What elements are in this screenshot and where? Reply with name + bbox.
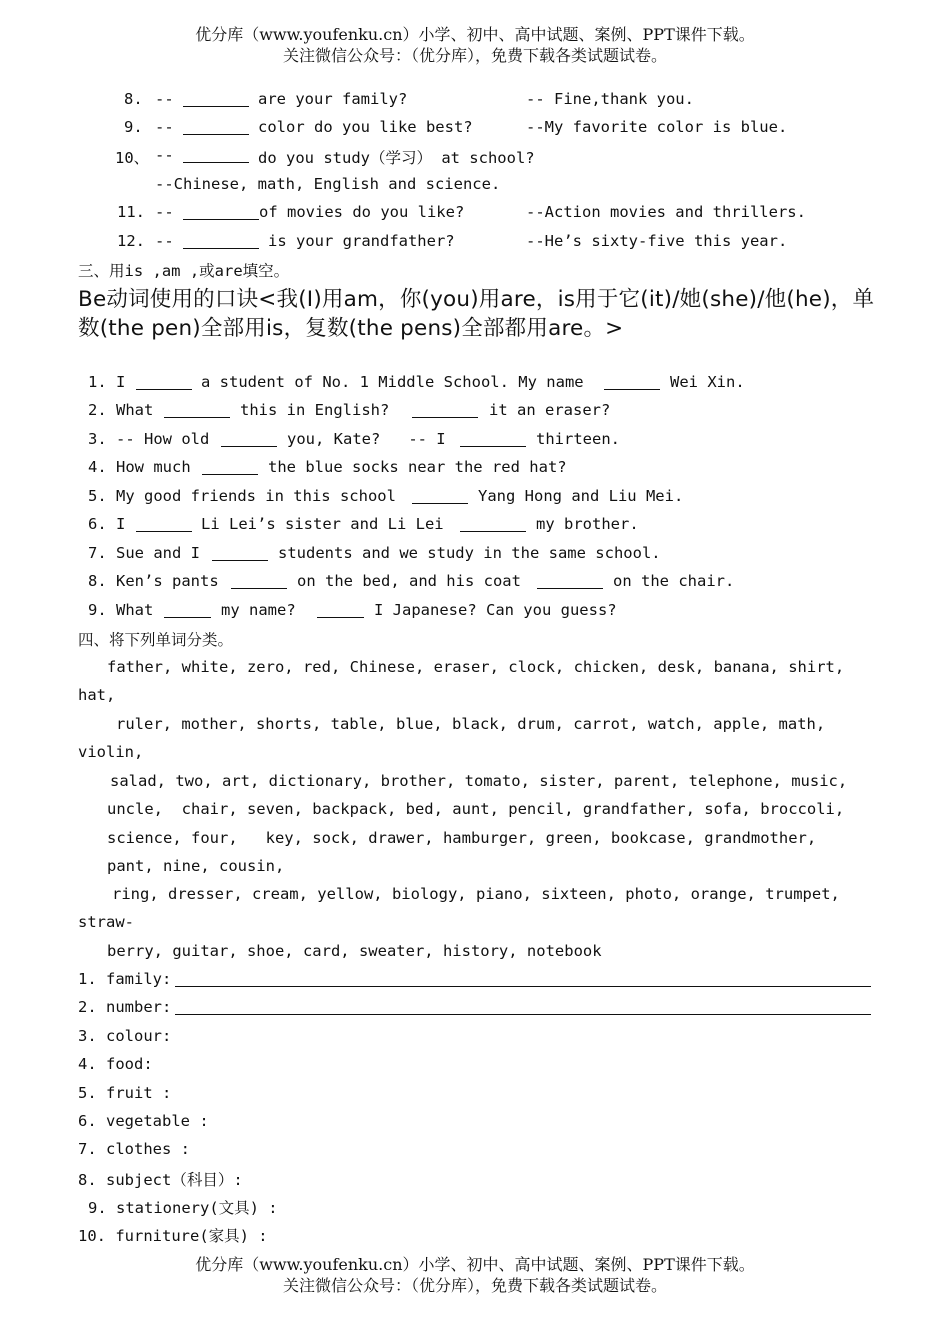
answer-line[interactable] — [175, 986, 871, 987]
footer-line-1: 优分库（www.youfenku.cn）小学、初中、高中试题、案例、PPT课件下载。 — [195, 1255, 755, 1274]
category-subject: 8. subject（科目）: — [78, 1171, 243, 1189]
item-text: you, Kate? -- I — [287, 430, 446, 448]
item-number: 4. — [88, 458, 107, 476]
question-prefix: -- — [155, 118, 174, 136]
word-bank-line: berry, guitar, shoe, card, sweater, history, notebook — [107, 942, 602, 960]
answer-blank[interactable] — [460, 432, 526, 447]
question-prefix: -- — [155, 146, 174, 164]
footer-line-2: 关注微信公众号：（优分库），免费下载各类试题试卷。 — [282, 1276, 667, 1295]
section-4-title: 四、将下列单词分类。 — [78, 631, 234, 649]
question-number: 12. — [117, 232, 145, 250]
word-bank-line: straw- — [78, 913, 134, 931]
category-colour: 3. colour: — [78, 1027, 172, 1045]
item-text: I Japanese? Can you guess? — [374, 601, 617, 619]
answer-blank[interactable] — [202, 460, 258, 475]
item-text: a student of No. 1 Middle School. My name — [201, 373, 584, 391]
item-number: 2. — [88, 401, 107, 419]
answer-blank[interactable] — [317, 603, 364, 618]
item-text: Li Lei’s sister and Li Lei — [201, 515, 444, 533]
item-text: my brother. — [536, 515, 639, 533]
item-text: I — [116, 373, 126, 391]
item-text: Ken’s pants — [116, 572, 219, 590]
word-bank-line: violin, — [78, 743, 144, 761]
question-text: is your grandfather? — [268, 232, 455, 250]
answer-blank[interactable] — [183, 148, 249, 163]
question-text: do you study（学习） at school? — [258, 149, 535, 167]
header-line-2: 关注微信公众号：（优分库），免费下载各类试题试卷。 — [282, 46, 667, 65]
category-furniture: 10. furniture(家具) : — [78, 1227, 268, 1245]
category-food: 4. food: — [78, 1055, 153, 1073]
answer-text: -- Fine,thank you. — [526, 90, 694, 108]
question-number: 10、 — [115, 149, 150, 167]
answer-blank[interactable] — [183, 234, 259, 249]
answer-blank[interactable] — [412, 489, 468, 504]
item-number: 7. — [88, 544, 107, 562]
item-text: it an eraser? — [489, 401, 611, 419]
word-bank-line: science, four, key, sock, drawer, hamburger, green, bookcase, grandmother, — [107, 829, 817, 847]
item-text: the blue socks near the red hat? — [268, 458, 567, 476]
word-bank-line: salad, two, art, dictionary, brother, tomato, sister, parent, telephone, music, — [110, 772, 848, 790]
answer-blank[interactable] — [221, 432, 277, 447]
be-verb-rule: Be动词使用的口诀<我(I)用am，你(you)用are，is用于它(it)/她(she)/他(he)，单数(the pen)全部用is，复数(the pens)全部都用are。> — [78, 287, 875, 341]
answer-blank[interactable] — [604, 375, 660, 390]
answer-blank[interactable] — [136, 517, 192, 532]
answer-blank[interactable] — [412, 403, 478, 418]
answer-blank[interactable] — [460, 517, 526, 532]
category-fruit: 5. fruit : — [78, 1084, 172, 1102]
item-text: Yang Hong and Liu Mei. — [478, 487, 684, 505]
item-number: 1. — [88, 373, 107, 391]
word-bank-line: ruler, mother, shorts, table, blue, black, drum, carrot, watch, apple, math, — [116, 715, 826, 733]
answer-blank[interactable] — [183, 120, 249, 135]
answer-blank[interactable] — [231, 574, 287, 589]
question-text: of movies do you like? — [259, 203, 465, 221]
item-text: Wei Xin. — [670, 373, 745, 391]
category-family: 1. family: — [78, 970, 172, 988]
item-number: 3. — [88, 430, 107, 448]
section-3-title: 三、用is ,am ,或are填空。 — [78, 262, 290, 280]
answer-text: --Chinese, math, English and science. — [155, 175, 501, 193]
answer-blank[interactable] — [164, 603, 211, 618]
answer-blank[interactable] — [136, 375, 192, 390]
answer-text: --Action movies and thrillers. — [526, 203, 806, 221]
item-text: Sue and I — [116, 544, 200, 562]
answer-text: --My favorite color is blue. — [526, 118, 788, 136]
item-text: What — [116, 601, 154, 619]
item-text: on the bed, and his coat — [297, 572, 521, 590]
answer-blank[interactable] — [183, 205, 259, 220]
item-text: on the chair. — [613, 572, 735, 590]
answer-blank[interactable] — [537, 574, 603, 589]
word-bank-line: ring, dresser, cream, yellow, biology, piano, sixteen, photo, orange, trumpet, — [112, 885, 840, 903]
word-bank-line: father, white, zero, red, Chinese, eraser, clock, chicken, desk, banana, shirt, — [107, 658, 845, 676]
word-bank-line: pant, nine, cousin, — [107, 857, 285, 875]
item-text: -- How old — [116, 430, 210, 448]
question-number: 8. — [124, 90, 143, 108]
item-text: I — [116, 515, 126, 533]
question-number: 11. — [117, 203, 145, 221]
item-text: thirteen. — [536, 430, 620, 448]
answer-blank[interactable] — [212, 546, 268, 561]
item-text: What — [116, 401, 154, 419]
question-text: are your family? — [258, 90, 408, 108]
question-prefix: -- — [155, 203, 174, 221]
answer-blank[interactable] — [183, 92, 249, 107]
answer-blank[interactable] — [164, 403, 230, 418]
item-number: 9. — [88, 601, 107, 619]
item-number: 5. — [88, 487, 107, 505]
answer-text: --He’s sixty-five this year. — [526, 232, 788, 250]
question-text: color do you like best? — [258, 118, 473, 136]
category-stationery: 9. stationery(文具) : — [88, 1199, 278, 1217]
question-prefix: -- — [155, 232, 174, 250]
item-text: My good friends in this school — [116, 487, 396, 505]
category-vegetable: 6. vegetable : — [78, 1112, 209, 1130]
category-number: 2. number: — [78, 998, 172, 1016]
item-text: How much — [116, 458, 191, 476]
item-number: 6. — [88, 515, 107, 533]
question-prefix: -- — [155, 90, 174, 108]
header-line-1: 优分库（www.youfenku.cn）小学、初中、高中试题、案例、PPT课件下载。 — [195, 25, 755, 44]
category-clothes: 7. clothes : — [78, 1140, 190, 1158]
item-number: 8. — [88, 572, 107, 590]
item-text: my name? — [221, 601, 296, 619]
answer-line[interactable] — [175, 1014, 871, 1015]
word-bank-line: uncle, chair, seven, backpack, bed, aunt, pencil, grandfather, sofa, broccoli, — [107, 800, 845, 818]
question-number: 9. — [124, 118, 143, 136]
word-bank-line: hat, — [78, 686, 116, 704]
item-text: students and we study in the same school. — [278, 544, 661, 562]
item-text: this in English? — [240, 401, 390, 419]
